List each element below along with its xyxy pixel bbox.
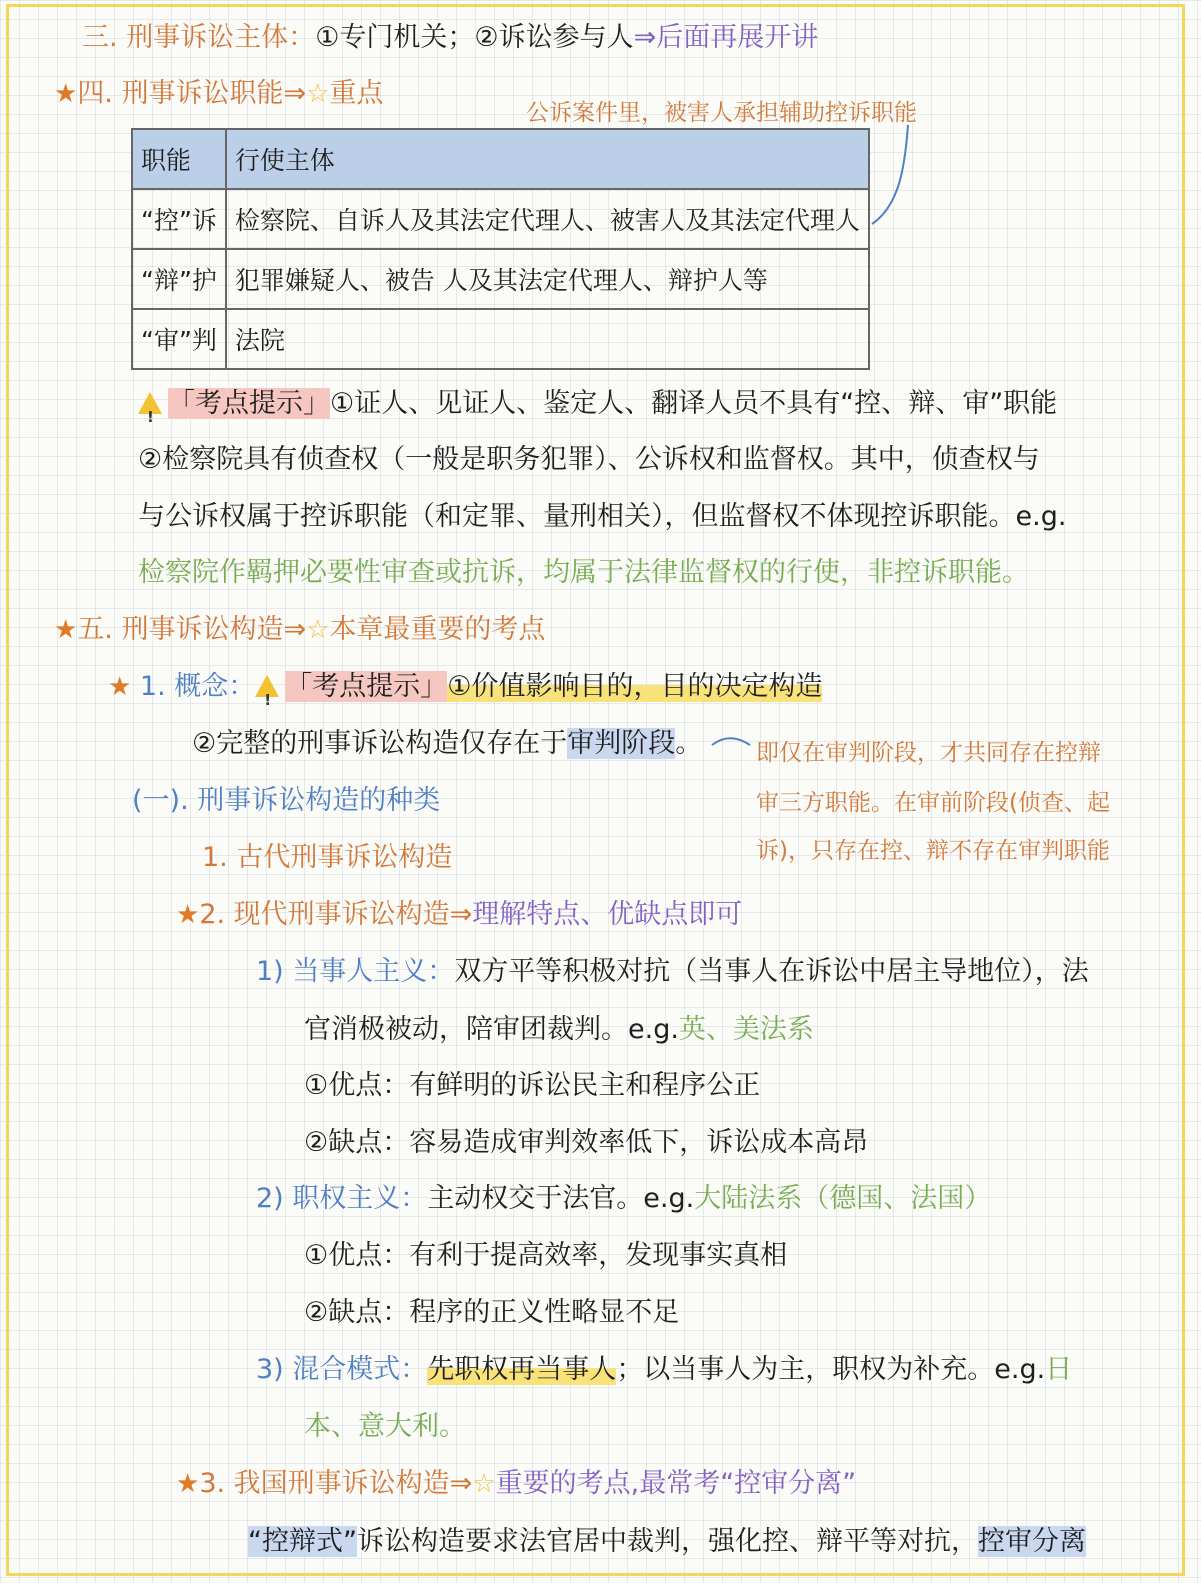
trial-note-line-3: 诉)，只存在控、辩不存在审判职能 bbox=[756, 838, 1110, 864]
highlight-star-icon: ☆ bbox=[472, 1469, 496, 1499]
star-icon: ★ bbox=[108, 672, 132, 702]
mixed-highlight: 先职权再当事人 bbox=[427, 1354, 617, 1385]
mixed-example-start: 日 bbox=[1045, 1354, 1073, 1385]
inquisitorial-line-1 bbox=[256, 1179, 991, 1219]
concept-line-1 bbox=[108, 667, 822, 707]
table-cell-subject: 犯罪嫌疑人、被告 人及其法定代理人、辩护人等 bbox=[226, 249, 869, 309]
inquisitorial-number: 2) bbox=[256, 1183, 284, 1214]
adversarial-number: 1) bbox=[256, 956, 284, 987]
trial-note-connector bbox=[712, 738, 750, 745]
modern-heading bbox=[176, 895, 742, 935]
concept-point-1: ①价值影响目的，目的决定构造 bbox=[447, 671, 823, 702]
concept-title: 概念： bbox=[174, 671, 256, 702]
section-3-title: 刑事诉讼主体： bbox=[126, 22, 316, 53]
table-cell-function: “审”判 bbox=[132, 309, 226, 369]
inquisitorial-title: 职权主义： bbox=[292, 1183, 428, 1214]
mixed-text: ；以当事人为主，职权为补充。e.g. bbox=[616, 1354, 1046, 1385]
concept-line-2 bbox=[192, 724, 702, 764]
section-3-body: ①专门机关；②诉讼参与人 bbox=[315, 22, 634, 53]
table-row bbox=[132, 189, 869, 249]
modern-title: 现代刑事诉讼构造⇒ bbox=[233, 899, 473, 930]
section-3-tail: ⇒后面再展开讲 bbox=[633, 22, 819, 53]
trial-stage: 审判阶段 bbox=[567, 728, 676, 759]
ancient-heading bbox=[202, 838, 452, 878]
section-3-number: 三. bbox=[82, 22, 118, 53]
adversarial-con: ②缺点：容易造成审判效率低下，诉讼成本高昂 bbox=[304, 1127, 869, 1158]
section-4-emphasis: 重点 bbox=[329, 78, 384, 109]
section-5 bbox=[54, 610, 545, 650]
kinds-heading bbox=[132, 781, 440, 821]
table-header-cell: 行使主体 bbox=[226, 129, 869, 189]
mixed-example-end: 本、意大利。 bbox=[304, 1411, 466, 1442]
modern-tail: 理解特点、优缺点即可 bbox=[472, 899, 743, 930]
section-4-number: 四. bbox=[77, 78, 113, 109]
section-5-emphasis: 本章最重要的考点 bbox=[329, 614, 546, 645]
adversarial-text-2: 官消极被动，陪审团裁判。e.g. bbox=[304, 1014, 679, 1045]
table-row bbox=[132, 249, 869, 309]
mixed-number: 3) bbox=[256, 1354, 284, 1385]
kinds-number: (一). bbox=[132, 785, 189, 816]
highlight-star-icon: ☆ bbox=[306, 79, 330, 109]
concept-number: 1. bbox=[139, 671, 166, 702]
adversarial-line-2 bbox=[304, 1010, 814, 1050]
mixed-title: 混合模式： bbox=[292, 1354, 428, 1385]
warning-icon bbox=[255, 675, 279, 697]
inquisitorial-text: 主动权交于法官。e.g. bbox=[427, 1183, 695, 1214]
inquisitorial-example: 大陆法系（德国、法国） bbox=[694, 1183, 992, 1214]
section-4-title: 刑事诉讼职能⇒ bbox=[121, 78, 307, 109]
victim-note-connector bbox=[872, 125, 908, 224]
table-cell-function: “辩”护 bbox=[132, 249, 226, 309]
china-number: 3. bbox=[199, 1468, 226, 1499]
table-cell-subject: 法院 bbox=[226, 309, 869, 369]
adversarial-pro: ①优点：有鲜明的诉讼民主和程序公正 bbox=[304, 1070, 761, 1101]
trial-note-line-1: 即仅在审判阶段，才共同存在控辩 bbox=[756, 740, 1101, 766]
star-icon: ★ bbox=[54, 615, 78, 645]
highlight-star-icon: ☆ bbox=[306, 615, 330, 645]
section-5-title: 刑事诉讼构造⇒ bbox=[121, 614, 307, 645]
china-line-1 bbox=[248, 1522, 1086, 1562]
china-structure-name: “控辩式” bbox=[248, 1526, 357, 1557]
table-header-row bbox=[132, 129, 869, 189]
function-table bbox=[131, 128, 870, 370]
tip-line-3: 与公诉权属于控诉职能（和定罪、量刑相关），但监督权不体现控诉职能。e.g. bbox=[138, 501, 1067, 532]
tip-line-1 bbox=[138, 384, 1057, 424]
warning-icon bbox=[138, 392, 162, 414]
tip-line-4: 检察院作羁押必要性审查或抗诉，均属于法律监督权的行使，非控诉职能。 bbox=[138, 557, 1029, 588]
china-tail: 重要的考点,最常考“控审分离” bbox=[495, 1468, 857, 1499]
star-icon: ★ bbox=[54, 79, 78, 109]
concept-point-2: ②完整的刑事诉讼构造仅存在于 bbox=[192, 728, 568, 759]
inquisitorial-pro: ①优点：有利于提高效率，发现事实真相 bbox=[304, 1240, 788, 1271]
tip-line-2: ②检察院具有侦查权（一般是职务犯罪）、公诉权和监督权。其中，侦查权与 bbox=[138, 444, 1040, 475]
section-5-number: 五. bbox=[77, 614, 113, 645]
ancient-number: 1. bbox=[202, 842, 228, 873]
star-icon: ★ bbox=[176, 900, 200, 930]
china-text: 诉讼构造要求法官居中裁判，强化控、辩平等对抗， bbox=[356, 1526, 978, 1557]
adversarial-title: 当事人主义： bbox=[292, 956, 455, 987]
concept-tip-label: 「考点提示」 bbox=[285, 671, 448, 702]
mixed-line-1 bbox=[256, 1350, 1072, 1390]
trial-note-line-2: 审三方职能。在审前阶段(侦查、起 bbox=[756, 790, 1110, 816]
ancient-title: 古代刑事诉讼构造 bbox=[236, 842, 453, 873]
table-header-cell: 职能 bbox=[132, 129, 226, 189]
adversarial-line-1 bbox=[256, 952, 1089, 992]
china-heading bbox=[176, 1464, 856, 1504]
adversarial-example: 英、美法系 bbox=[678, 1014, 814, 1045]
tip-label: 「考点提示」 bbox=[168, 388, 330, 419]
table-cell-function: “控”诉 bbox=[132, 189, 226, 249]
tip-text-1: ①证人、见证人、鉴定人、翻译人员不具有“控、辩、审”职能 bbox=[330, 388, 1058, 419]
kinds-title: 刑事诉讼构造的种类 bbox=[197, 785, 441, 816]
adversarial-text-1: 双方平等积极对抗（当事人在诉讼中居主导地位），法 bbox=[454, 956, 1089, 987]
victim-note: 公诉案件里，被害人承担辅助控诉职能 bbox=[526, 100, 917, 126]
concept-point-2-end: 。 bbox=[675, 728, 703, 759]
modern-number: 2. bbox=[199, 899, 226, 930]
inquisitorial-con: ②缺点：程序的正义性略显不足 bbox=[304, 1297, 680, 1328]
china-title: 我国刑事诉讼构造⇒ bbox=[233, 1468, 473, 1499]
table-row bbox=[132, 309, 869, 369]
table-cell-subject: 检察院、自诉人及其法定代理人、被害人及其法定代理人 bbox=[226, 189, 869, 249]
china-separation: 控审分离 bbox=[977, 1526, 1086, 1557]
star-icon: ★ bbox=[176, 1469, 200, 1499]
